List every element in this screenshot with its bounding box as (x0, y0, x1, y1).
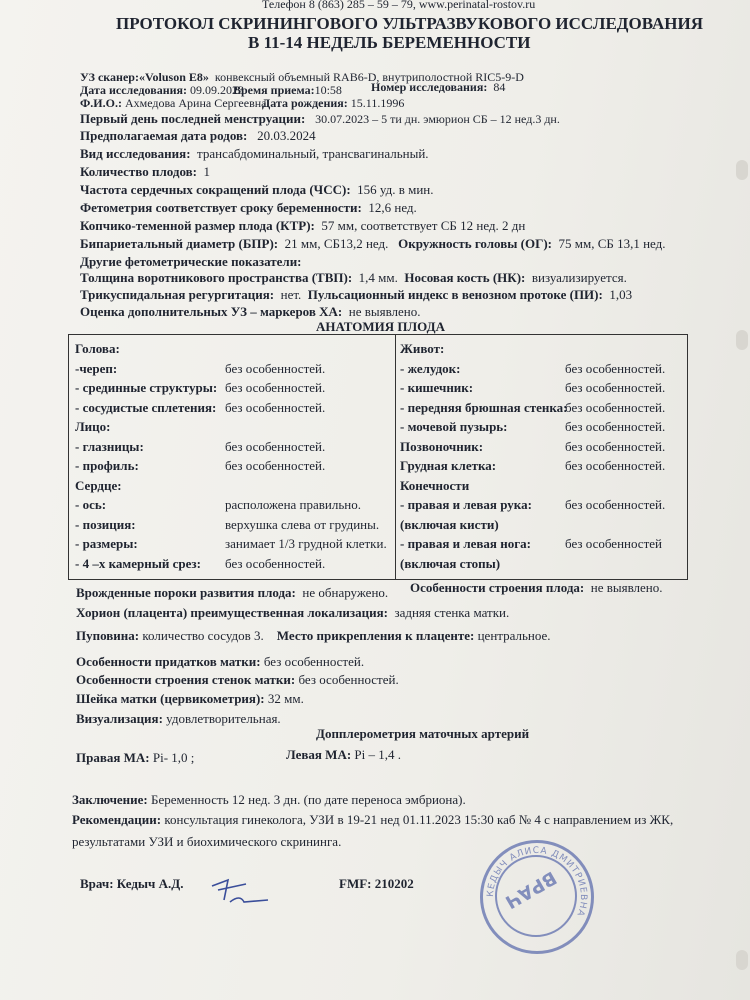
bpr-row (80, 236, 666, 252)
rec-row (72, 812, 673, 828)
doctor-name: Врач: Кедыч А.Д. (80, 876, 184, 891)
visual-row (76, 711, 281, 727)
struct-label: Особенности строения плода: (410, 580, 585, 595)
doppler-heading: Допплерометрия маточных артерий (316, 726, 530, 741)
anatomy-row-label: - желудок: (400, 360, 461, 376)
signature (206, 866, 276, 912)
anatomy-row-label: - мочевой пузырь: (400, 419, 508, 434)
count-value: 1 (203, 164, 210, 179)
anatomy-row (75, 458, 139, 474)
anatomy-row-value: расположена правильно. (225, 497, 361, 512)
stamp-word: ВРАЧ (501, 866, 560, 913)
fio-label: Ф.И.О.: (80, 96, 122, 110)
anatomy-row (75, 478, 122, 494)
walls-label: Особенности строения стенок матки: (76, 672, 296, 687)
anatomy-row (400, 458, 496, 474)
binder-hole (736, 950, 748, 970)
number-label: Номер исследования: (371, 80, 488, 94)
markers-label: Оценка дополнительных УЗ – маркеров ХА: (80, 304, 343, 319)
anatomy-row-label: - сосудистые сплетения: (75, 399, 217, 415)
anatomy-row (75, 380, 217, 396)
ktr-row (80, 218, 525, 234)
anatomy-row-value: без особенностей. (565, 438, 666, 454)
anatomy-row-label: - передняя брюшная стенка: (400, 399, 568, 415)
anatomy-row-label: - размеры: (75, 536, 138, 551)
anatomy-row (400, 439, 483, 455)
ktr-label: Копчико-теменной размер плода (КТР): (80, 218, 315, 233)
fmf-id: FMF: 210202 (339, 876, 414, 891)
anatomy-row (75, 517, 136, 533)
anatomy-row-label: - глазницы: (75, 438, 144, 454)
chorion-row (76, 605, 509, 621)
pi-label: Пульсационный индекс в венозном протоке (ПИ): (307, 287, 603, 302)
visual-value: удовлетворительная. (166, 711, 281, 726)
anatomy-row-value: занимает 1/3 грудной клетки. (225, 536, 387, 551)
anatomy-row-label: - правая и левая нога: (400, 536, 531, 551)
vpr-value: не обнаружено. (302, 585, 389, 600)
feto-value: 12,6 нед. (368, 200, 417, 215)
anatomy-row-value: верхушка слева от грудины. (225, 516, 380, 532)
anatomy-row-value: без особенностей. (565, 419, 666, 434)
title-line-1: ПРОТОКОЛ СКРИНИНГОВОГО УЛЬТРАЗВУКОВОГО ИССЛЕДОВАНИЯ (116, 14, 703, 33)
right-ma-label: Правая МА: (76, 750, 150, 765)
anatomy-row-label: - 4 –х камерный срез: (75, 555, 201, 571)
anatomy-row (400, 341, 444, 357)
struct-row (410, 580, 663, 596)
birth-row (262, 96, 404, 111)
anatomy-row-label: -череп: (75, 360, 118, 376)
feto-label: Фетометрия соответствует сроку беременности: (80, 200, 362, 215)
number-value: 84 (493, 80, 506, 94)
anatomy-row-value: без особенностей. (225, 380, 326, 395)
anatomy-row (75, 341, 120, 357)
conclusion-value: Беременность 12 нед. 3 дн. (по дате переноса эмбриона). (151, 792, 466, 807)
due-value: 20.03.2024 (257, 128, 316, 143)
hr-row (80, 182, 433, 198)
left-ma-value: Pi – 1,4 . (354, 747, 402, 762)
anatomy-row (75, 536, 138, 552)
rec-label: Рекомендации: (72, 812, 162, 827)
doctor-stamp (480, 840, 594, 954)
anatomy-row-value: без особенностей. (565, 497, 666, 512)
anatomy-row-label: Конечности (400, 477, 470, 493)
hr-label: Частота сердечных сокращений плода (ЧСС): (80, 182, 351, 197)
rec-value-1: консультация гинеколога, УЗИ в 19-21 нед 01.11.2023 15:30 каб № 4 с направлением из ЖК, (164, 812, 674, 827)
anatomy-row-label: Позвоночник: (400, 438, 484, 454)
anatomy-row-label: (включая стопы) (400, 555, 501, 571)
time-label: Время приема: (233, 83, 315, 97)
fio-value: Ахмедова Арина Сергеевна (124, 96, 267, 110)
anatomy-divider (395, 335, 396, 579)
other-label: Другие фетометрические показатели: (80, 254, 302, 269)
birth-value: 15.11.1996 (350, 96, 405, 110)
other-heading (80, 254, 302, 270)
anatomy-row (400, 497, 532, 513)
fio-row (80, 96, 267, 111)
attach-label: Место прикрепления к плаценте: (276, 628, 475, 643)
anatomy-row-value: без особенностей. (565, 399, 666, 415)
right-ma-row (76, 750, 194, 766)
anatomy-row-value: без особенностей (565, 536, 662, 551)
cervix-row (76, 691, 304, 707)
anatomy-row-label: - ось: (75, 497, 107, 512)
walls-value: без особенностей. (298, 672, 399, 687)
count-row (80, 164, 210, 180)
binder-hole (736, 330, 748, 350)
anatomy-row-label: (включая кисти) (400, 516, 499, 532)
left-ma-label: Левая МА: (286, 747, 352, 762)
anatomy-row (75, 497, 106, 513)
tricusp-value: нет. (280, 287, 302, 302)
adnexa-row (76, 654, 364, 670)
time-value: 10:58 (314, 83, 342, 97)
stamp-ring-text: КЕДЫЧ АЛИСА ДМИТРИЕВНА (485, 845, 589, 919)
anatomy-row (75, 439, 144, 455)
right-ma-value: Pi- 1,0 ; (152, 750, 195, 765)
anatomy-row (400, 400, 568, 416)
binder-hole (736, 160, 748, 180)
anatomy-row (400, 478, 469, 494)
anatomy-table (68, 334, 688, 580)
anatomy-row-value: без особенностей. (225, 438, 326, 454)
anatomy-row-value: без особенностей. (225, 555, 326, 571)
anatomy-row-label: - профиль: (75, 458, 139, 473)
anatomy-row-label: Лицо: (75, 419, 111, 434)
phone-line: Телефон 8 (863) 285 – 59 – 79, www.perinatal-rostov.ru (262, 0, 536, 11)
vpr-row (76, 585, 388, 601)
scanner-value: конвексный объемный RAB6-D, внутриполостной RIC5-9-D (214, 70, 524, 84)
lmp-value: 30.07.2023 – 5 ти дн. эмюрион СБ – 12 нед.3 дн. (315, 112, 560, 126)
og-value: 75 мм, СБ 13,1 нед. (558, 236, 666, 251)
attach-value: центральное. (477, 628, 551, 643)
anatomy-row-label: - позиция: (75, 516, 136, 532)
anatomy-row-value: без особенностей. (225, 458, 326, 473)
anatomy-row-label: - кишечник: (400, 380, 474, 395)
lmp-label: Первый день последней менструации: (80, 111, 306, 126)
ktr-value: 57 мм, соответствует СБ 12 нед. 2 дн (321, 218, 526, 233)
anatomy-row (400, 380, 473, 396)
nk-value: визуализируется. (531, 270, 627, 285)
anatomy-row (75, 556, 201, 572)
anatomy-row-label: Сердце: (75, 477, 122, 493)
anatomy-row (400, 517, 499, 533)
lmp-row (80, 111, 560, 127)
cord-row (76, 628, 551, 644)
anatomy-row-value: без особенностей. (565, 360, 666, 376)
tricusp-row (80, 287, 632, 303)
type-label: Вид исследования: (80, 146, 191, 161)
anatomy-row (400, 556, 500, 572)
anatomy-row (75, 361, 117, 377)
cervix-label: Шейка матки (цервикометрия): (76, 691, 265, 706)
number-row (371, 80, 505, 95)
anatomy-row-label: Голова: (75, 341, 120, 356)
scanner-label: УЗ сканер:«Voluson E8» (80, 70, 209, 84)
anatomy-row-label: Грудная клетка: (400, 458, 497, 473)
due-label: Предполагаемая дата родов: (80, 128, 248, 143)
adnexa-label: Особенности придатков матки: (76, 654, 261, 669)
tricusp-label: Трикуспидальная регургитация: (80, 287, 275, 302)
nk-label: Носовая кость (НК): (404, 270, 526, 285)
left-ma-row (286, 747, 401, 763)
tvp-label: Толщина воротникового пространства (ТВП): (80, 270, 353, 285)
chorion-label: Хорион (плацента) преимущественная локализация: (76, 605, 388, 620)
vpr-label: Врожденные пороки развития плода: (76, 585, 296, 600)
chorion-value: задняя стенка матки. (394, 605, 510, 620)
anatomy-row (75, 419, 111, 435)
cord-label: Пуповина: (76, 628, 140, 643)
og-label: Окружность головы (ОГ): (398, 236, 552, 251)
type-row (80, 146, 429, 162)
anatomy-row-label: - срединные структуры: (75, 380, 218, 395)
markers-value: не выявлено. (348, 304, 421, 319)
cervix-value: 32 мм. (267, 691, 304, 706)
adnexa-value: без особенностей. (263, 654, 365, 669)
anatomy-heading: АНАТОМИЯ ПЛОДА (316, 319, 445, 334)
bpr-value: 21 мм, СБ13,2 нед. (284, 236, 389, 251)
anatomy-row (400, 361, 460, 377)
walls-row (76, 672, 399, 688)
bpr-label: Бипариетальный диаметр (БПР): (80, 236, 279, 251)
count-label: Количество плодов: (80, 164, 197, 179)
rec-row-2: результатами УЗИ и биохимического скрининга. (72, 834, 342, 849)
anatomy-row-value: без особенностей. (565, 458, 666, 473)
tvp-value: 1,4 мм. (358, 270, 398, 285)
conclusion-row (72, 792, 466, 808)
anatomy-row-value: без особенностей. (565, 380, 666, 395)
pi-value: 1,03 (609, 287, 633, 302)
anatomy-row (75, 400, 216, 416)
anatomy-row-label: Живот: (400, 341, 445, 356)
hr-value: 156 уд. в мин. (357, 182, 434, 197)
feto-row (80, 200, 417, 216)
anatomy-row (400, 419, 508, 435)
date-value: 09.09.2023 (190, 83, 245, 97)
anatomy-row-label: - правая и левая рука: (400, 497, 532, 512)
due-row (80, 128, 316, 144)
anatomy-row (400, 536, 531, 552)
date-label: Дата исследования: (80, 83, 188, 97)
title-line-2: В 11-14 НЕДЕЛЬ БЕРЕМЕННОСТИ (248, 33, 531, 52)
visual-label: Визуализация: (76, 711, 163, 726)
conclusion-label: Заключение: (72, 792, 148, 807)
tvp-row (80, 270, 627, 286)
cord-value: количество сосудов 3. (142, 628, 264, 643)
type-value: трансабдоминальный, трансвагинальный. (197, 146, 429, 161)
birth-label: Дата рождения: (262, 96, 348, 110)
anatomy-row-value: без особенностей. (225, 360, 326, 376)
markers-row (80, 304, 421, 320)
anatomy-row-value: без особенностей. (225, 399, 326, 415)
struct-value: не выявлено. (590, 580, 663, 595)
